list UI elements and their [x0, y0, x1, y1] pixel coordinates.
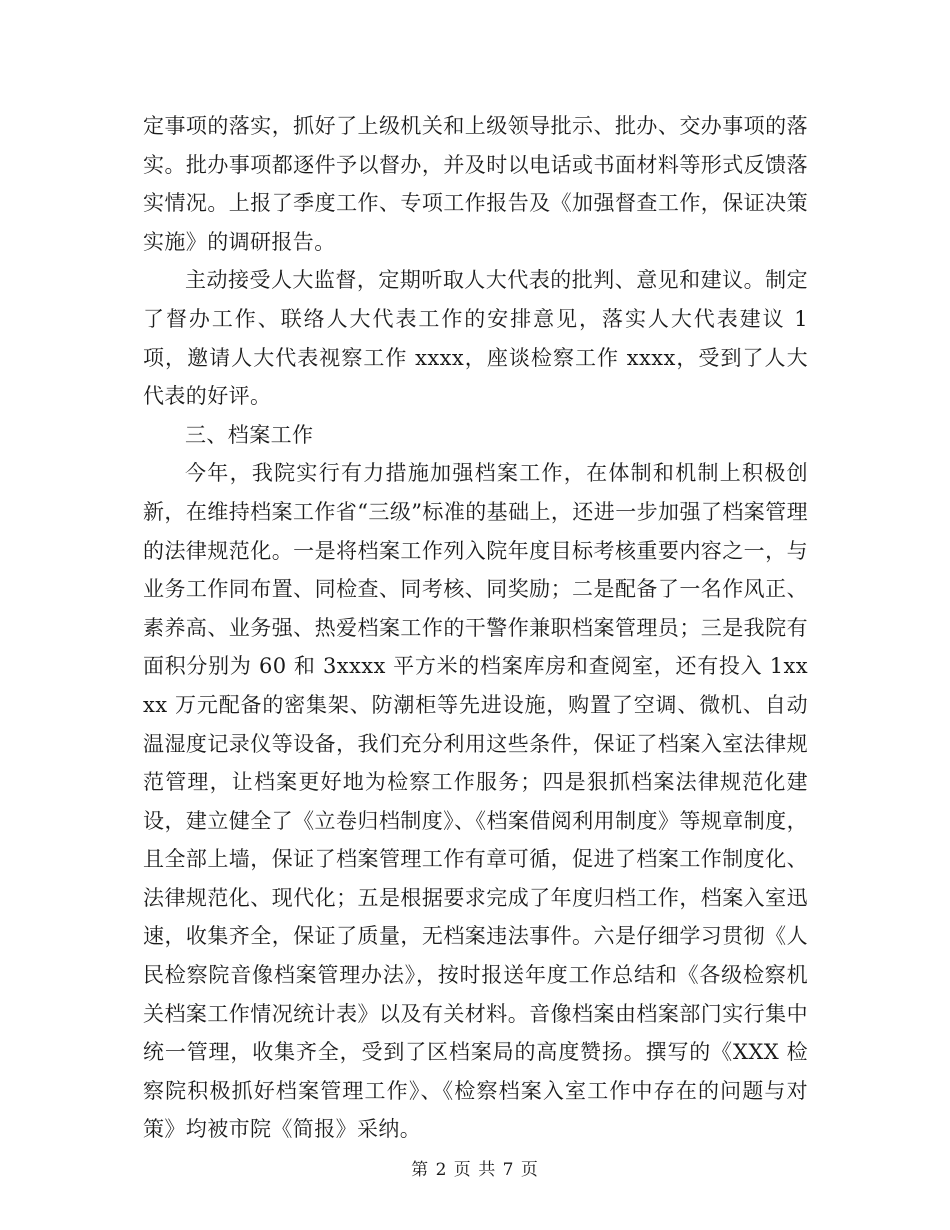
paragraph-supervision: 主动接受人大监督，定期听取人大代表的批判、意见和建议。制定了督办工作、联络人大代表工作的安排意见，落实人大代表建议 1 项，邀请人大代表视察工作 xxxx，座谈检察工作 xxxx，受到了人大代表的好评。: [143, 268, 808, 409]
paragraph-continuation: 定事项的落实，抓好了上级机关和上级领导批示、批办、交办事项的落实。批办事项都逐件予以督办，并及时以电话或书面材料等形式反馈落实情况。上报了季度工作、专项工作报告及《加强督查工作，保证决策实施》的调研报告。: [143, 114, 808, 254]
paragraph-archives: 今年，我院实行有力措施加强档案工作，在体制和机制上积极创新，在维持档案工作省“三级”标准的基础上，还进一步加强了档案管理的法律规范化。一是将档案工作列入院年度目标考核重要内容之一，与业务工作同布置、同检查、同考核、同奖励；二是配备了一名作风正、素养高、业务强、热爱档案工作的干警作兼职档案管理员；三是我院有面积分别为 60 和 3xxxx 平方米的档案库房和查阅室，还有投入 1xxxx 万元配备的密集架、防潮柜等先进设施，购置了空调、微机、自动温湿度记录仪等设备，我们充分利用这些条件，保证了档案入室法律规范管理，让档案更好地为检察工作服务；四是狠抓档案法律规范化建设，建立健全了《立卷归档制度》、《档案借阅利用制度》等规章制度，且全部上墙，保证了档案管理工作有章可循，促进了档案工作制度化、法律规范化、现代化；五是根据要求完成了年度归档工作，档案入室迅速，收集齐全，保证了质量，无档案违法事件。六是仔细学习贯彻《人民检察院音像档案管理办法》，按时报送年度工作总结和《各级检察机关档案工作情况统计表》以及有关材料。音像档案由档案部门实行集中统一管理，收集齐全，受到了区档案局的高度赞扬。撰写的《XXX 检察院积极抓好档案管理工作》、《检察档案入室工作中存在的问题与对策》均被市院《简报》采纳。: [143, 461, 808, 1142]
section-heading-archives: 三、档案工作: [185, 422, 314, 447]
page-footer: 第 2 页 共 7 页: [411, 1160, 539, 1180]
document-body: [143, 107, 808, 1149]
